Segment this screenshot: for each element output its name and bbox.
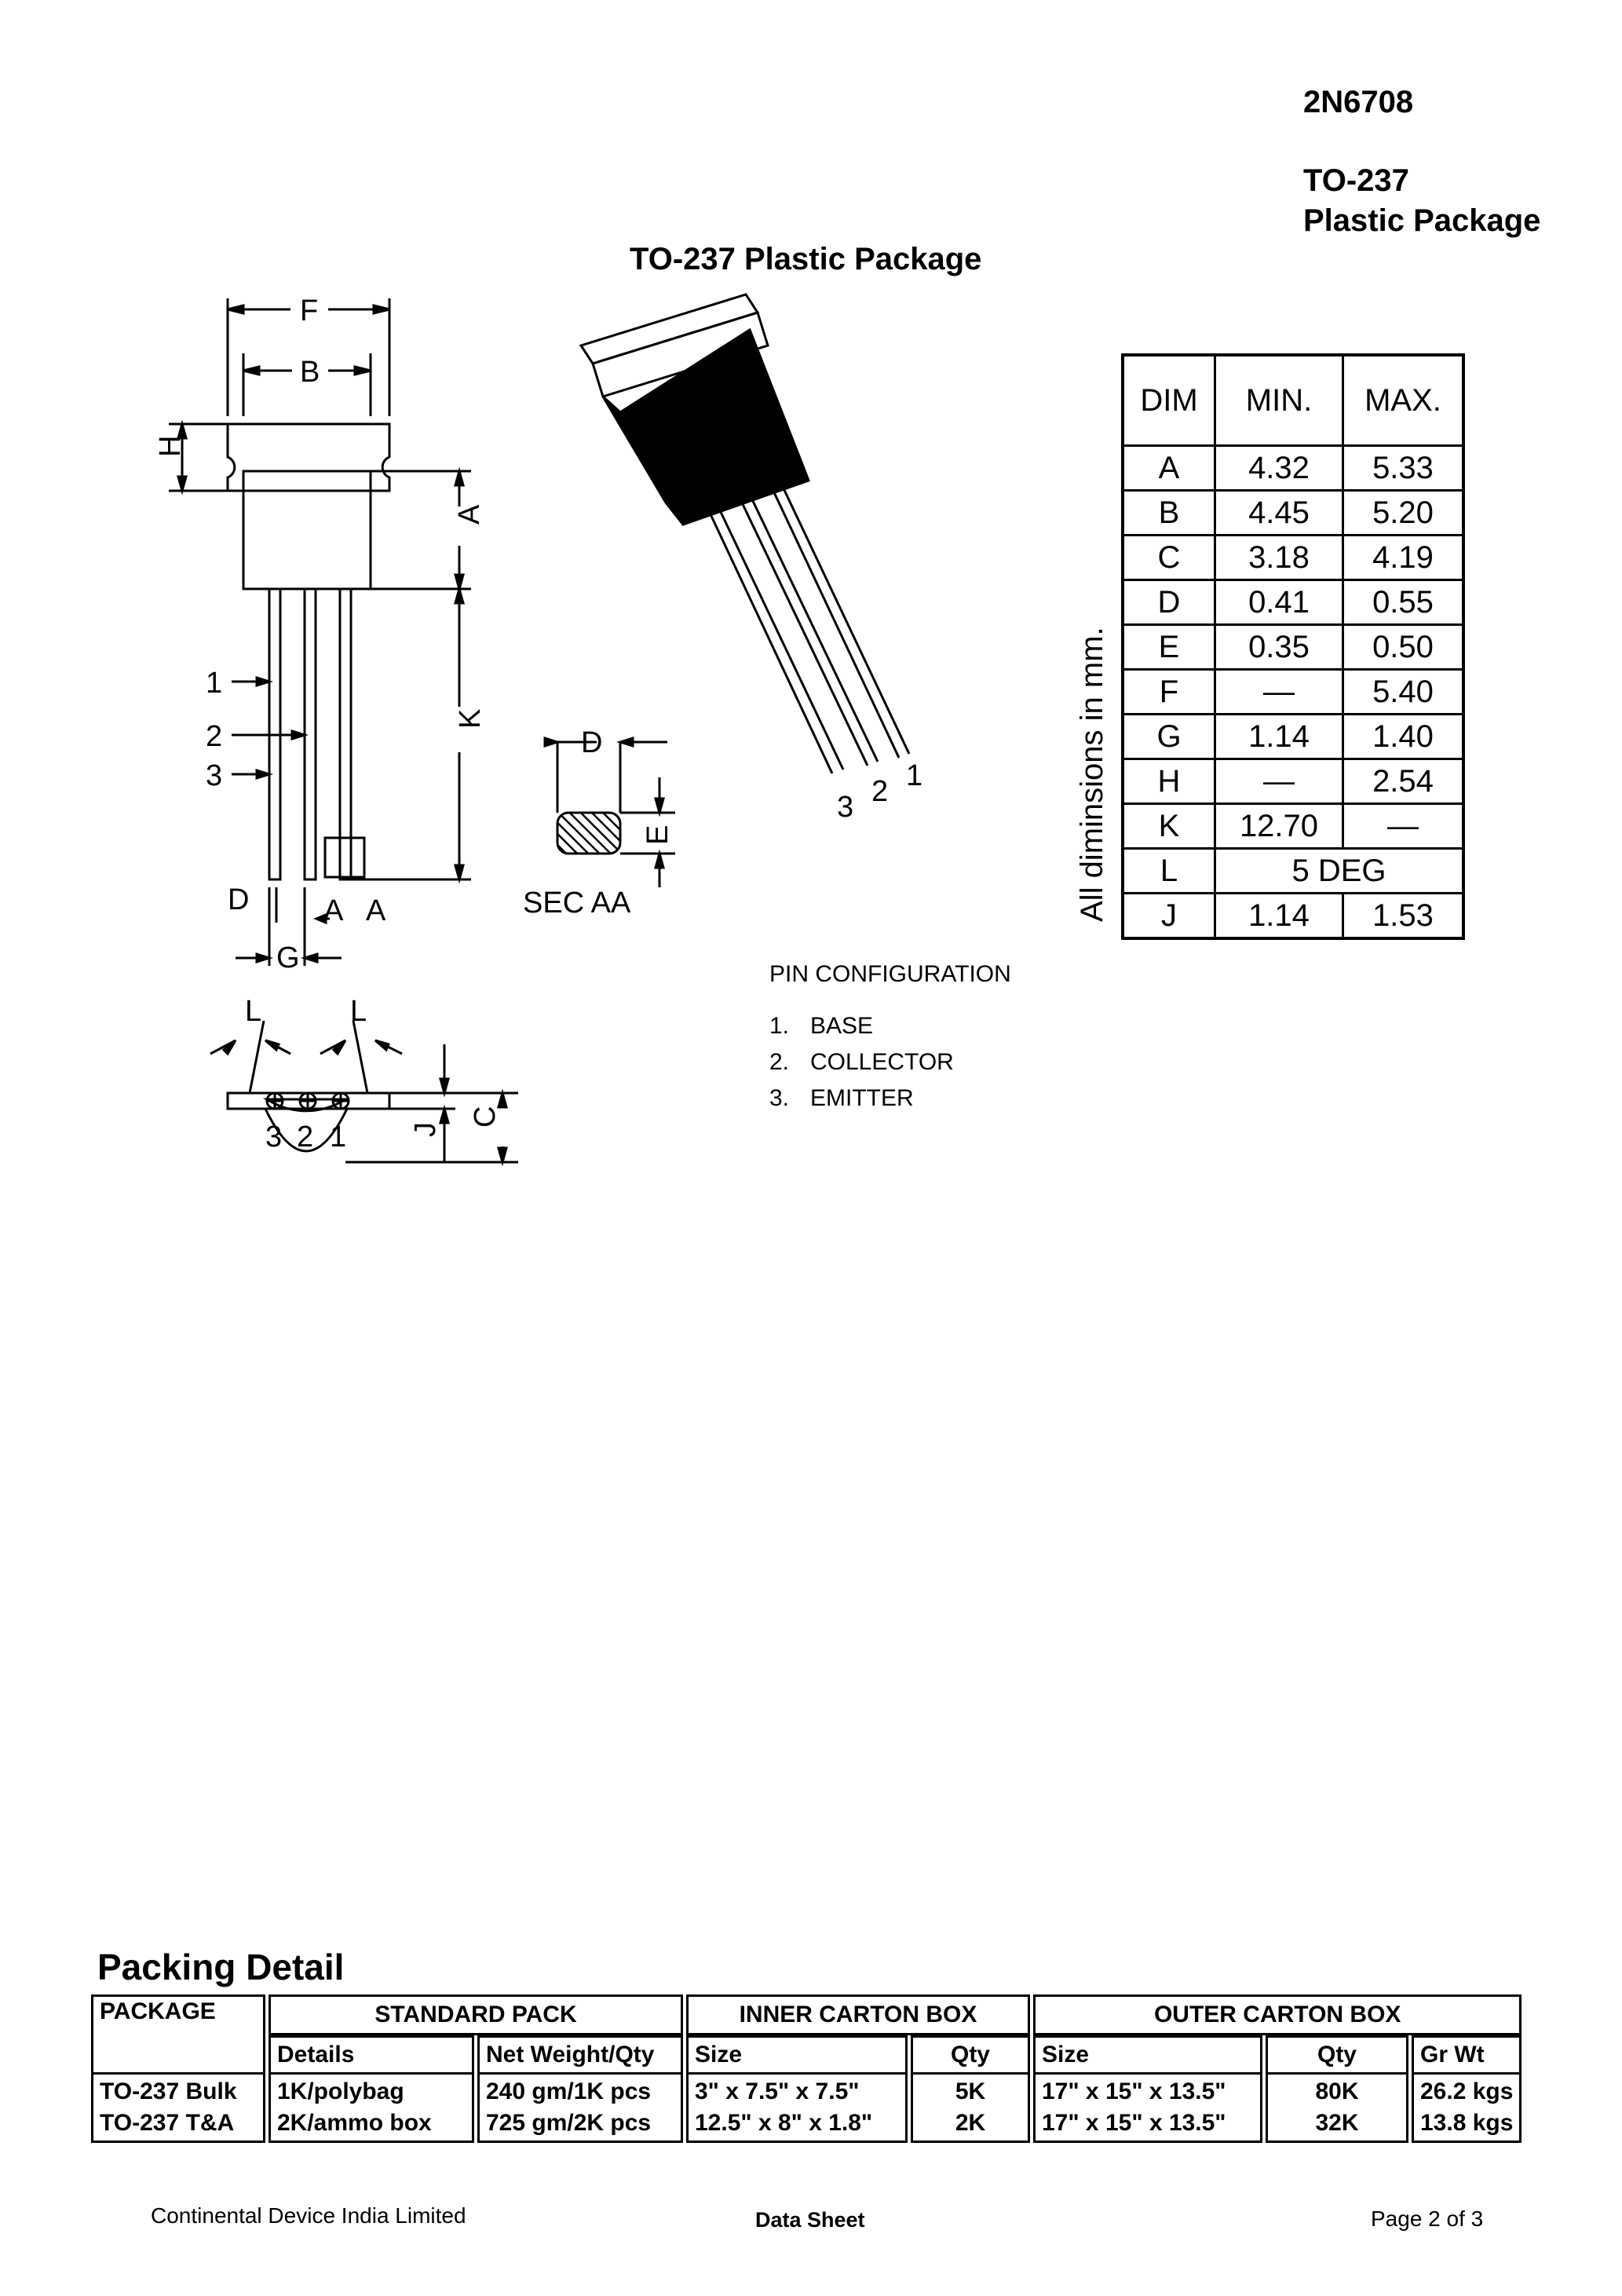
table-row (1123, 446, 1463, 491)
section-dim-label-E: E (641, 824, 674, 845)
standard-pack-header: STANDARD PACK (269, 1994, 683, 2035)
table-row (1123, 759, 1463, 804)
inner-qty-value: 5K (955, 2078, 986, 2104)
dim-cell: B (1123, 491, 1215, 536)
table-row (91, 2075, 1522, 2143)
iso-pin-label-2: 2 (871, 775, 889, 808)
package-description: Plastic Package (1303, 203, 1541, 238)
outer-qty-header: Qty (1266, 2035, 1408, 2075)
table-row (1123, 536, 1463, 580)
dim-cell: D (1123, 580, 1215, 625)
dim-cell: J (1123, 894, 1215, 939)
inner-qty-header: Qty (911, 2035, 1030, 2075)
inner-qty-cell (911, 2075, 1030, 2143)
dim-cell: A (1123, 446, 1215, 491)
dim-cell: E (1123, 625, 1215, 670)
pin-configuration (769, 961, 1011, 1121)
net-weight-header: Net Weight/Qty (477, 2035, 683, 2075)
max-cell: 0.50 (1343, 625, 1464, 670)
gross-weight-value: 13.8 kgs (1420, 2110, 1514, 2136)
dim-label-F: F (300, 294, 319, 327)
section-marker-A-right: A (366, 894, 386, 927)
pin-label-2: 2 (206, 720, 223, 753)
gross-weight-cell (1412, 2075, 1522, 2143)
details-header: Details (269, 2035, 474, 2075)
package-code: TO-237 (1303, 163, 1409, 198)
dim-header: DIM (1123, 355, 1215, 446)
net-weight-value: 240 gm/1K pcs (486, 2078, 652, 2104)
min-cell: 4.45 (1215, 491, 1343, 536)
inner-size-value: 12.5" x 8" x 1.8" (695, 2110, 873, 2136)
dim-label-G: G (276, 941, 300, 974)
outer-size-value: 17" x 15" x 13.5" (1042, 2110, 1226, 2136)
outer-qty-value: 80K (1315, 2078, 1359, 2104)
table-row (1123, 804, 1463, 849)
max-cell: 5.20 (1343, 491, 1464, 536)
bottom-pin-label-3: 3 (265, 1121, 283, 1153)
details-value: 2K/ammo box (277, 2110, 432, 2136)
max-cell: 4.19 (1343, 536, 1464, 580)
table-row (1123, 894, 1463, 939)
min-cell: 0.35 (1215, 625, 1343, 670)
section-marker-A-left: A (323, 894, 344, 927)
dim-label-B: B (300, 356, 320, 389)
outer-size-header: Size (1033, 2035, 1262, 2075)
min-cell: 0.41 (1215, 580, 1343, 625)
min-cell: — (1215, 759, 1343, 804)
pin-number: 1. (769, 1013, 790, 1039)
inner-size-value: 3" x 7.5" x 7.5" (695, 2078, 860, 2104)
list-item (769, 1013, 1011, 1049)
min-cell: — (1215, 670, 1343, 715)
span-cell: 5 DEG (1215, 849, 1464, 894)
table-row (1123, 491, 1463, 536)
inner-qty-value: 2K (955, 2110, 986, 2136)
footer-doc-type: Data Sheet (755, 2208, 865, 2232)
max-header: MAX. (1343, 355, 1464, 446)
table-row (1123, 715, 1463, 759)
outer-carton-header: OUTER CARTON BOX (1033, 1994, 1522, 2035)
net-weight-value: 725 gm/2K pcs (486, 2110, 652, 2136)
bottom-pin-label-1: 1 (330, 1121, 347, 1153)
dim-cell: G (1123, 715, 1215, 759)
outer-size-value: 17" x 15" x 13.5" (1042, 2078, 1226, 2104)
dimension-table-header (1123, 355, 1463, 446)
footer-company: Continental Device India Limited (151, 2203, 466, 2228)
table-row (1123, 670, 1463, 715)
list-item (769, 1049, 1011, 1085)
dim-label-L-left: L (245, 995, 262, 1028)
pin-name: COLLECTOR (810, 1049, 954, 1075)
outer-size-cell (1033, 2075, 1262, 2143)
max-cell: 2.54 (1343, 759, 1464, 804)
dim-label-J: J (409, 1122, 442, 1137)
dim-cell: H (1123, 759, 1215, 804)
package-header: PACKAGE (91, 1994, 265, 2075)
bottom-pin-label-2: 2 (297, 1121, 314, 1153)
package-value: TO-237 Bulk (100, 2078, 237, 2104)
packing-group-header-row (91, 1994, 1522, 2035)
dim-label-K: K (454, 708, 487, 729)
details-value: 1K/polybag (277, 2078, 404, 2104)
min-header: MIN. (1215, 355, 1343, 446)
table-row (1123, 580, 1463, 625)
packing-sub-header-row (91, 2035, 1522, 2075)
min-cell: 1.14 (1215, 894, 1343, 939)
net-weight-cell (477, 2075, 683, 2143)
min-cell: 4.32 (1215, 446, 1343, 491)
section-label: SEC AA (523, 887, 631, 919)
dim-cell: K (1123, 804, 1215, 849)
pin-label-1: 1 (206, 667, 223, 700)
iso-pin-label-3: 3 (837, 791, 854, 824)
iso-pin-label-1: 1 (906, 759, 923, 792)
max-cell: 1.53 (1343, 894, 1464, 939)
dim-label-D: D (228, 883, 250, 916)
packing-detail-title: Packing Detail (97, 1947, 345, 1987)
min-cell: 12.70 (1215, 804, 1343, 849)
max-cell: 0.55 (1343, 580, 1464, 625)
pin-label-3: 3 (206, 759, 223, 792)
gross-weight-value: 26.2 kgs (1420, 2078, 1514, 2104)
package-cell (91, 2075, 265, 2143)
dim-cell: F (1123, 670, 1215, 715)
section-dim-label-D: D (581, 726, 603, 759)
list-item (769, 1085, 1011, 1121)
min-cell: 3.18 (1215, 536, 1343, 580)
dim-cell: L (1123, 849, 1215, 894)
outer-qty-cell (1266, 2075, 1408, 2143)
pin-configuration-title: PIN CONFIGURATION (769, 961, 1011, 987)
footer-page-number: Page 2 of 3 (1371, 2206, 1484, 2231)
min-cell: 1.14 (1215, 715, 1343, 759)
gross-weight-header: Gr Wt (1412, 2035, 1522, 2075)
max-cell: — (1343, 804, 1464, 849)
dim-label-C: C (469, 1106, 502, 1128)
table-row (1123, 849, 1463, 894)
packing-table (88, 1994, 1525, 2143)
max-cell: 5.33 (1343, 446, 1464, 491)
dim-cell: C (1123, 536, 1215, 580)
max-cell: 1.40 (1343, 715, 1464, 759)
dimension-table (1121, 353, 1465, 940)
dim-label-L-right: L (350, 995, 367, 1028)
inner-carton-header: INNER CARTON BOX (686, 1994, 1030, 2035)
inner-size-cell (686, 2075, 908, 2143)
part-number: 2N6708 (1303, 85, 1414, 119)
dimension-note: All diminsions in mm. (1075, 627, 1109, 922)
inner-size-header: Size (686, 2035, 908, 2075)
pin-name: BASE (810, 1013, 874, 1039)
package-value: TO-237 T&A (100, 2110, 235, 2136)
dim-label-H: H (154, 435, 187, 457)
dim-label-A: A (453, 504, 486, 525)
max-cell: 5.40 (1343, 670, 1464, 715)
pin-number: 2. (769, 1049, 790, 1075)
drawing-title: TO-237 Plastic Package (630, 242, 982, 276)
pin-number: 3. (769, 1085, 790, 1111)
pin-name: EMITTER (810, 1085, 914, 1111)
table-row (1123, 625, 1463, 670)
outer-qty-value: 32K (1315, 2110, 1359, 2136)
details-cell (269, 2075, 474, 2143)
